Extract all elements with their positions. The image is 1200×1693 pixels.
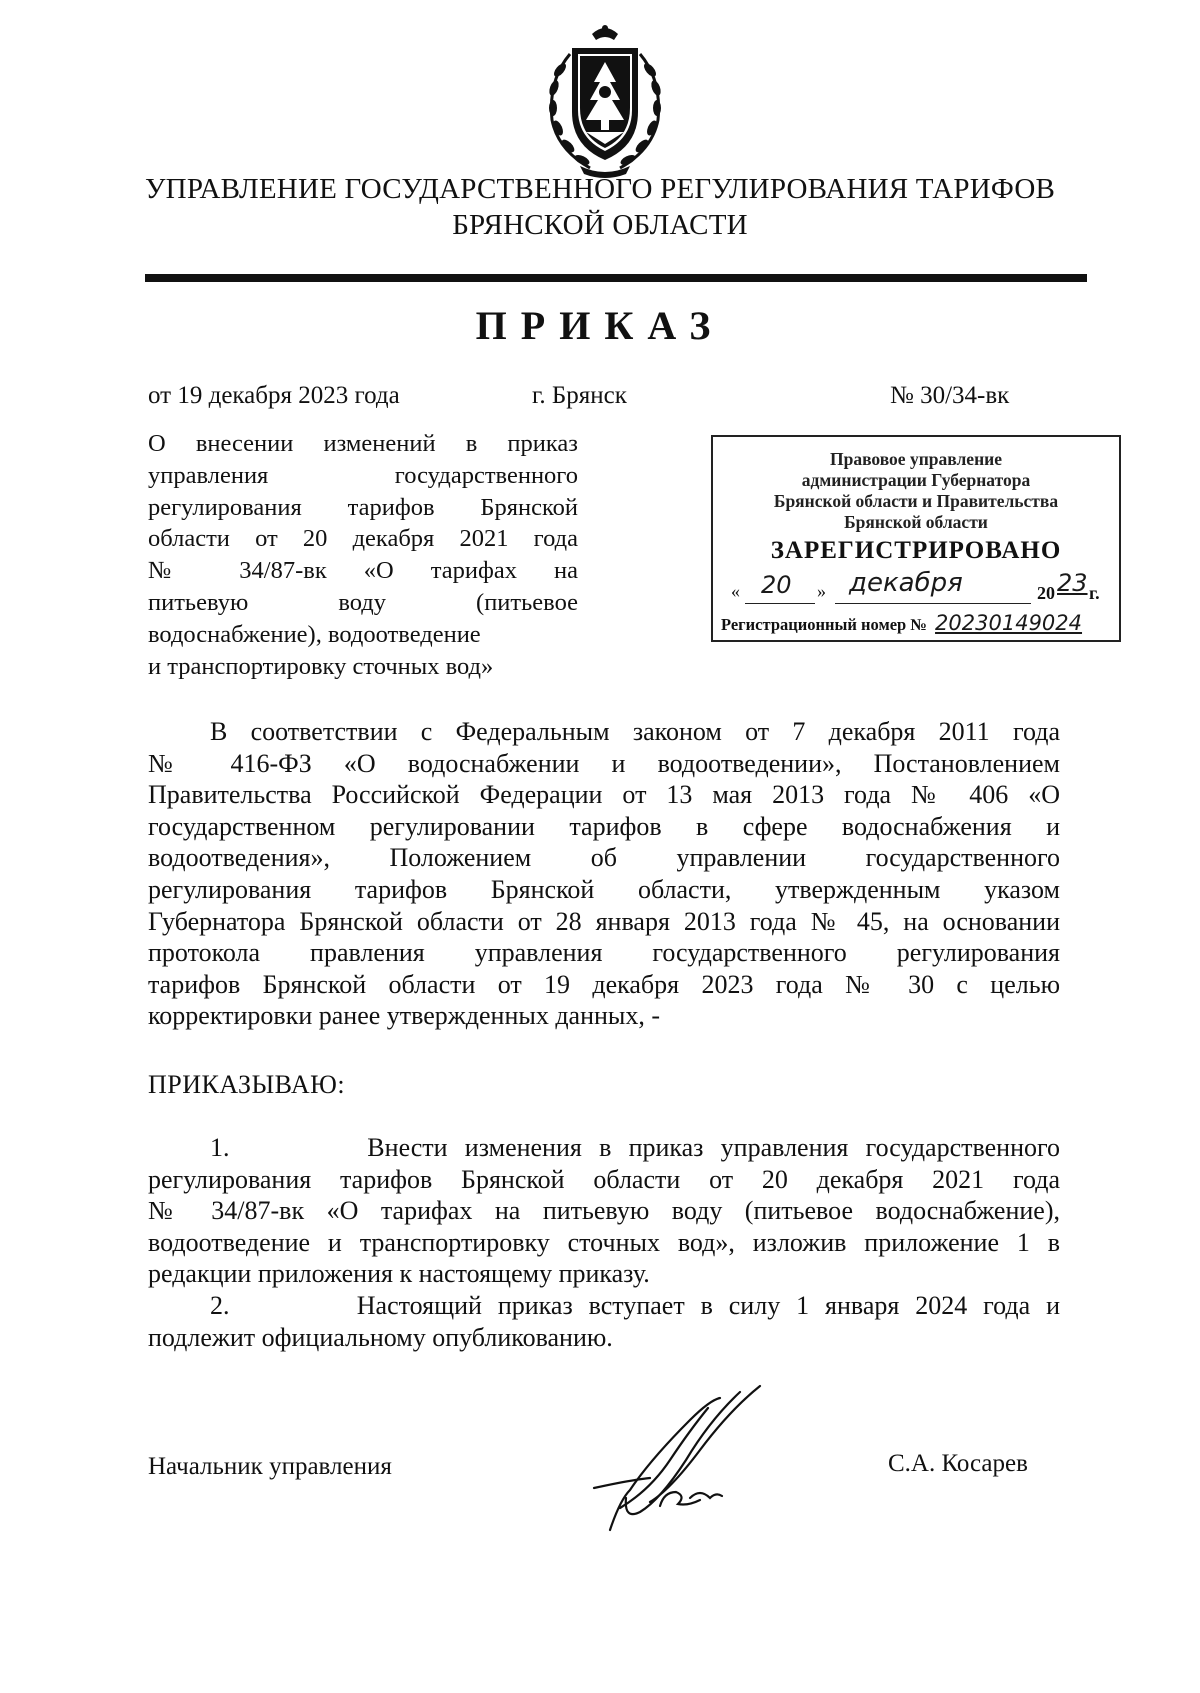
stamp-year-prefix: 20 <box>1037 583 1055 603</box>
item-line: № 34/87-вк «О тарифах на питьевую воду (питьевое водоснабжение), <box>148 1196 1060 1226</box>
stamp-number-row <box>721 613 1113 639</box>
preamble-line: Губернатора Брянской области от 28 января 2013 года № 45, на основании <box>148 906 1060 936</box>
stamp-org-line: Брянской области <box>844 512 988 532</box>
org-name-line-1: УПРАВЛЕНИЕ ГОСУДАРСТВЕННОГО РЕГУЛИРОВАНИЯ ТАРИФОВ <box>144 173 1056 205</box>
preamble-line: регулирования тарифов Брянской области, утвержденным указом <box>148 874 1060 904</box>
preamble-line: протокола правления управления государственного регулирования <box>148 938 1060 968</box>
stamp-date-row <box>731 568 1111 609</box>
item-line: 1. Внести изменения в приказ управления государственного <box>210 1133 1060 1162</box>
item-line: подлежит официальному опубликованию. <box>148 1322 613 1352</box>
preamble-line: Правительства Российской Федерации от 13 мая 2013 года № 406 «О <box>148 780 1060 810</box>
stamp-organization <box>713 449 1119 533</box>
stamp-registered-label: ЗАРЕГИСТРИРОВАНО <box>770 537 1062 564</box>
order-item-2 <box>148 1290 1060 1353</box>
quote-mark: » <box>817 581 826 601</box>
subject-line: управления государственного <box>148 461 578 489</box>
quote-mark: « <box>731 581 740 601</box>
preamble-line: № 416-ФЗ «О водоснабжении и водоотведении», Постановлением <box>148 748 1060 778</box>
preamble-paragraph <box>148 716 1060 1032</box>
day-underline <box>745 603 815 604</box>
item-line: 2. Настоящий приказ вступает в силу 1 января 2024 года и <box>210 1291 1060 1320</box>
coat-of-arms-emblem <box>530 20 680 180</box>
subject-line: О внесении изменений в приказ <box>148 430 578 457</box>
stamp-org-line: Правовое управление <box>829 449 1003 469</box>
signatory-name: С.А. Косарев <box>888 1450 1028 1477</box>
stamp-org-line: Брянской области и Правительства <box>773 491 1059 511</box>
header-divider <box>145 274 1087 282</box>
subject-line: регулирования тарифов Брянской <box>148 493 578 521</box>
stamp-reg-number: 20230149024 <box>935 611 1083 635</box>
stamp-day: 20 <box>761 571 792 599</box>
preamble-line: водоотведения», Положением об управлении государственного <box>148 843 1060 873</box>
subject-line: и транспортировку сточных вод» <box>148 652 494 680</box>
subject-line: № 34/87-вк «О тарифах на <box>148 557 578 585</box>
subject-line: области от 20 декабря 2021 года <box>148 525 578 553</box>
stamp-org-line: администрации Губернатора <box>801 470 1031 490</box>
registration-stamp <box>711 435 1121 642</box>
order-subject <box>148 428 578 682</box>
order-date: от 19 декабря 2023 года <box>148 382 400 409</box>
preamble-line: В соответствии с Федеральным законом от 7 декабря 2011 года <box>210 717 1060 746</box>
org-name-line-2: БРЯНСКОЙ ОБЛАСТИ <box>452 209 748 241</box>
order-directive-word: ПРИКАЗЫВАЮ: <box>148 1070 346 1099</box>
item-line: водоотведение и транспортировку сточных вод», изложив приложение 1 в <box>148 1227 1060 1257</box>
handwritten-signature <box>590 1380 830 1540</box>
subject-line: питьевую воду (питьевое <box>148 588 578 616</box>
month-underline <box>835 603 1031 604</box>
stamp-number-label: Регистрационный номер № <box>721 615 927 634</box>
stamp-year-unit: г. <box>1089 583 1100 603</box>
preamble-line: тарифов Брянской области от 19 декабря 2023 года № 30 с целью <box>148 969 1060 999</box>
order-city: г. Брянск <box>532 382 627 409</box>
preamble-line: корректировки ранее утвержденных данных, - <box>148 1001 661 1031</box>
order-number: № 30/34-вк <box>890 382 1010 409</box>
order-item-1 <box>148 1132 1060 1290</box>
preamble-line: государственном регулировании тарифов в сфере водоснабжения и <box>148 811 1060 841</box>
item-line: регулирования тарифов Брянской области от 20 декабря 2021 года <box>148 1164 1060 1194</box>
stamp-month: декабря <box>849 568 963 598</box>
subject-line: водоснабжение), водоотведение <box>148 620 481 648</box>
signatory-position: Начальник управления <box>148 1453 392 1480</box>
document-title: ПРИКАЗ <box>475 303 725 348</box>
stamp-year-suffix: 23 <box>1057 569 1088 597</box>
item-line: редакции приложения к настоящему приказу. <box>148 1259 650 1289</box>
